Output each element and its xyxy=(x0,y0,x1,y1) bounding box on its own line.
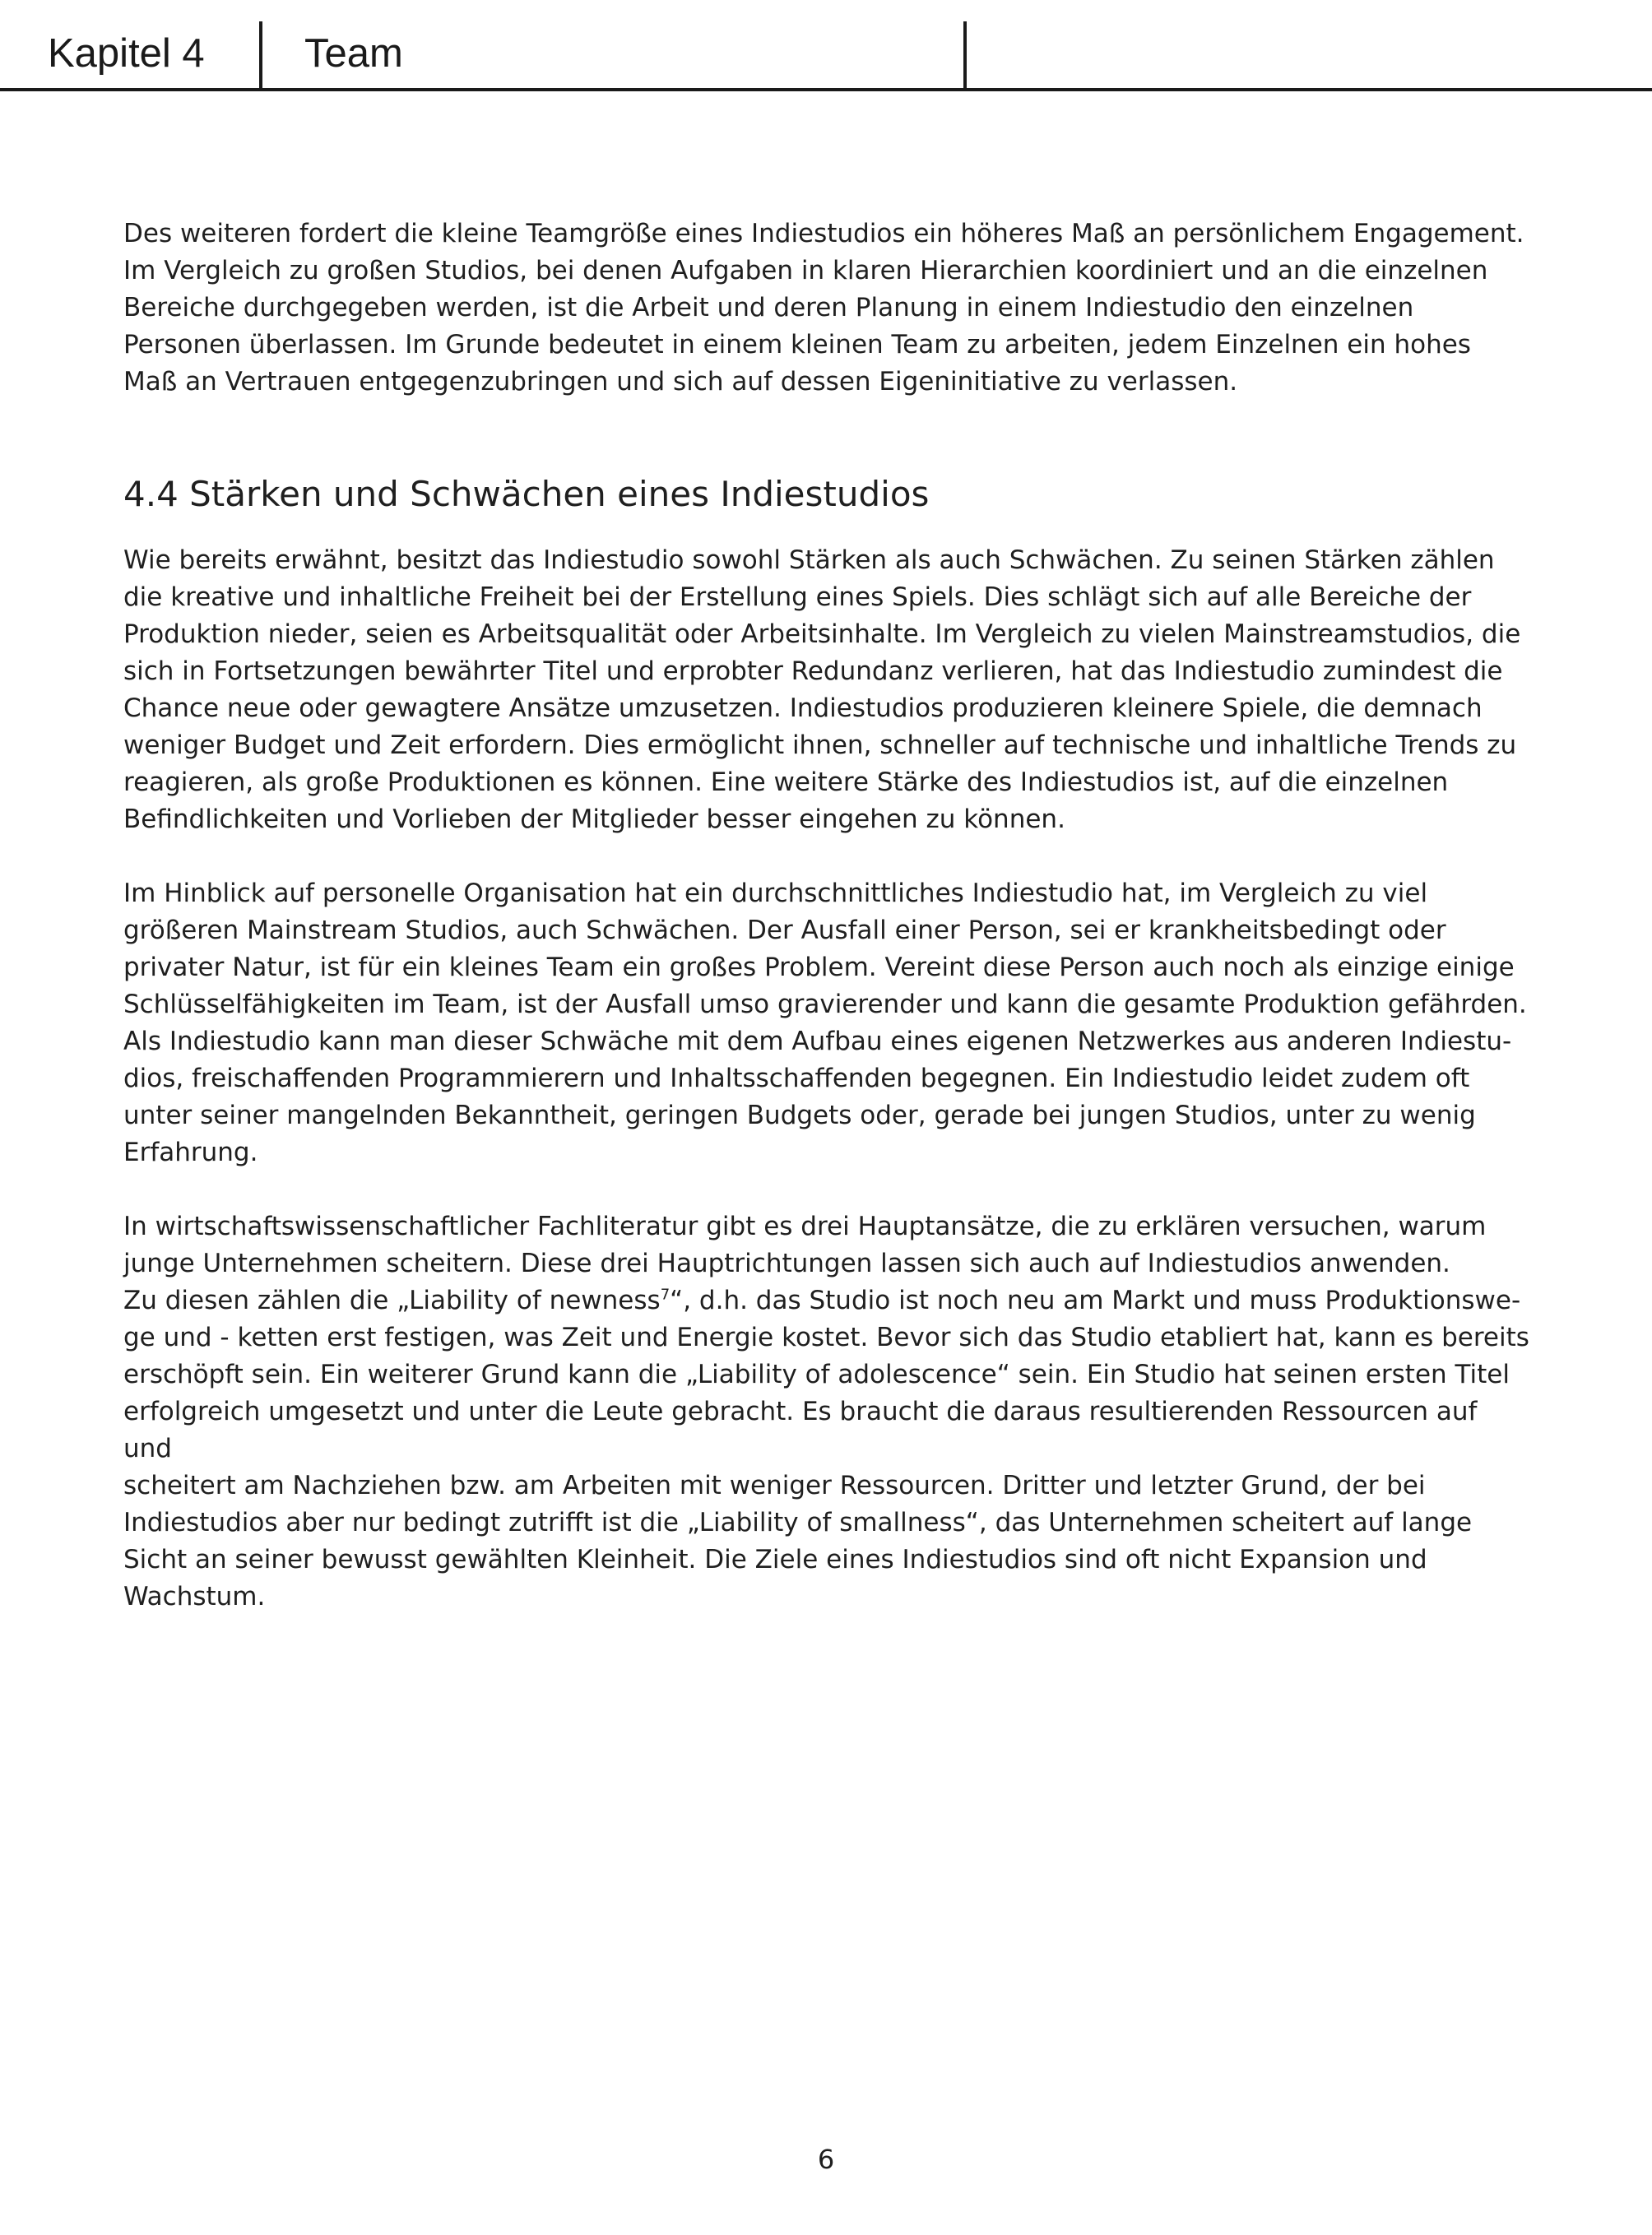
paragraph-team-engagement: Des weiteren fordert die kleine Teamgröße eines Indiestudios ein höheres Maß an persönlichem Engagement. Im Vergleich zu großen Studios, bei denen Aufgaben in klaren Hierarchien koordiniert und an die einzelnen Bereiche durchgegeben werden, ist die Arbeit und deren Planung in einem Indiestudio den einzelnen Personen überlassen. Im Grunde bedeutet in einem kleinen Team zu arbeiten, jedem Einzelnen ein hohes Maß an Vertrauen entgegenzubringen und sich auf dessen Eigeninitiative zu verlassen. xyxy=(123,219,1524,396)
paragraph-text: In wirtschaftswissenschaftlicher Fachliteratur gibt es drei Hauptansätze, die zu erklären versuchen, warum junge Unternehmen scheitern. Diese drei Hauptrichtungen lassen sich auch auf Indiestudios anwenden. Zu diesen zählen die „Liability of newness xyxy=(123,1212,1487,1315)
paragraph-weaknesses: Im Hinblick auf personelle Organisation hat ein durchschnittliches Indiestudio hat, im Vergleich zu viel größeren Mainstream Studios, auch Schwächen. Der Ausfall einer Person, sei er krankheitsbedingt oder privater Natur, ist für ein kleines Team ein großes Problem. Vereint diese Person auch noch als einzige einige Schlüsselfähigkeiten im Team, ist der Ausfall umso gravierender und kann die gesamte Produktion gefährden. Als Indiestudio kann man dieser Schwäche mit dem Aufbau eines eigenen Netzwerkes aus anderen Indiestu- dios, freischaffenden Programmierern und Inhaltsschaffenden begegnen. Ein Indiestudio leidet zudem oft unter seiner mangelnden Bekanntheit, geringen Budgets oder, gerade bei jungen Studios, unter zu wenig Erfahrung. xyxy=(123,879,1527,1167)
paragraph-failure-theories xyxy=(123,1208,1530,1616)
page-header xyxy=(0,0,1652,92)
chapter-title: Team xyxy=(304,31,403,76)
section-heading: 4.4 Stärken und Schwächen eines Indiestudios xyxy=(123,474,930,514)
header-divider xyxy=(259,21,262,91)
header-divider xyxy=(963,21,967,91)
paragraph-text: “, d.h. das Studio ist noch neu am Markt und muss Produktionswe- ge und - ketten erst festigen, was Zeit und Energie kostet. Bevor sich das Studio etabliert hat, kann es bereits erschöpft sein. Ein weiterer Grund kann die „Liability of adolescence“ sein. Ein Studio hat seinen ersten Titel erfolgreich umgesetzt und unter die Leute gebracht. Es braucht die daraus resultierenden Ressourcen auf und scheitert am Nachziehen bzw. am Arbeiten mit weniger Ressourcen. Dritter und letzter Grund, der bei Indiestudios aber nur bedingt zutrifft ist die „Liability of smallness“, das Unternehmen scheitert auf lange Sicht an seiner bewusst gewählten Kleinheit. Die Ziele eines Indiestudios sind oft nicht Expansion und Wachstum. xyxy=(123,1286,1529,1611)
chapter-label: Kapitel 4 xyxy=(48,31,205,76)
paragraph-strengths: Wie bereits erwähnt, besitzt das Indiestudio sowohl Stärken als auch Schwächen. Zu seinen Stärken zählen die kreative und inhaltliche Freiheit bei der Erstellung eines Spiels. Dies schlägt sich auf alle Bereiche der Produktion nieder, seien es Arbeitsqualität oder Arbeitsinhalte. Im Vergleich zu vielen Mainstreamstudios, die sich in Fortsetzungen bewährter Titel und erprobter Redundanz verlieren, hat das Indiestudio zumindest die Chance neue oder gewagtere Ansätze umzusetzen. Indiestudios produzieren kleinere Spiele, die demnach weniger Budget und Zeit erfordern. Dies ermöglicht ihnen, schneller auf technische und inhaltliche Trends zu reagieren, als große Produktionen es können. Eine weitere Stärke des Indiestudios ist, auf die einzelnen Befindlichkeiten und Vorlieben der Mitglieder besser eingehen zu können. xyxy=(123,545,1521,834)
header-rule xyxy=(0,88,1652,91)
page-content xyxy=(123,216,1530,1616)
section-heading-wrapper xyxy=(123,471,1530,517)
page-number: 6 xyxy=(817,2144,835,2175)
footnote-marker[interactable]: 7 xyxy=(660,1286,671,1304)
